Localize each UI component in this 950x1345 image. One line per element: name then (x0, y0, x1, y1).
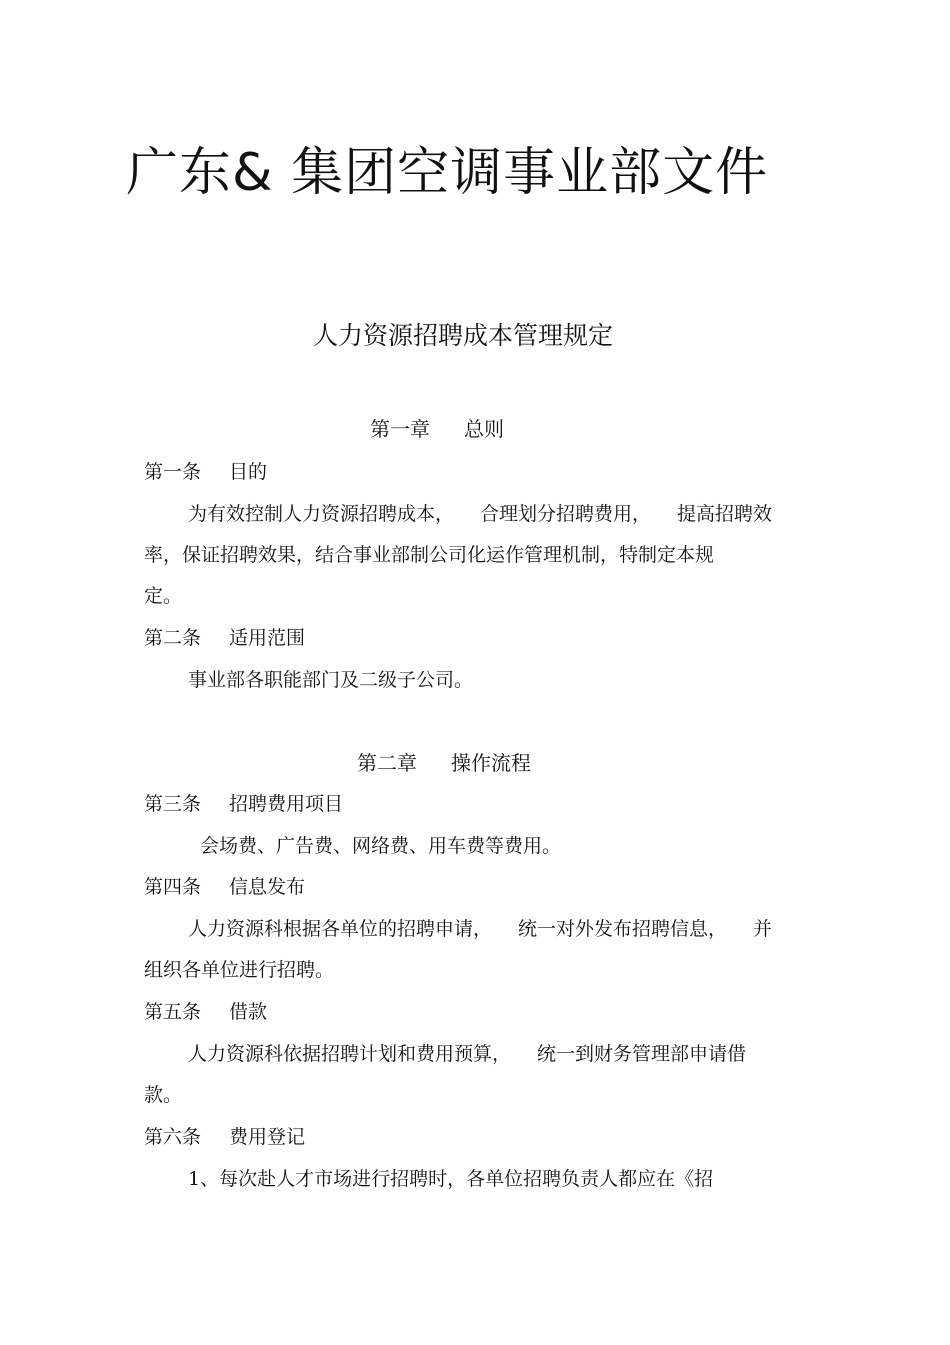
article-heading-2 (144, 623, 305, 653)
article-number: 第一条 (144, 461, 202, 483)
paragraph-line: 定。 (144, 585, 183, 607)
document-header: 广东& 集团空调事业部文件 (126, 143, 769, 203)
chapter-name: 总则 (464, 417, 504, 441)
paragraph-line: 为有效控制人力资源招聘成本， 合理划分招聘费用， 提高招聘效 (188, 503, 773, 525)
paragraph-line: 人力资源科依据招聘计划和费用预算， 统一到财务管理部申请借 (188, 1043, 747, 1065)
article-number: 第四条 (144, 876, 202, 898)
article-heading-4 (144, 872, 305, 902)
paragraph-purpose (144, 494, 809, 617)
paragraph-line: 组织各单位进行招聘。 (144, 959, 335, 981)
chapter-heading-1 (0, 414, 912, 444)
document-title: 人力资源招聘成本管理规定 (312, 321, 613, 350)
article-heading-6 (144, 1122, 305, 1152)
chapter-heading-2 (0, 748, 919, 778)
paragraph-cost-items (144, 826, 809, 867)
article-name: 适用范围 (229, 627, 306, 649)
chapter-number: 第一章 (370, 417, 430, 441)
paragraph-cost-registration (144, 1159, 809, 1200)
article-name: 信息发布 (229, 876, 306, 898)
paragraph-line: 事业部各职能部门及二级子公司。 (188, 669, 474, 691)
article-heading-5 (144, 997, 267, 1027)
article-name: 目的 (229, 461, 268, 483)
article-heading-1 (144, 457, 267, 487)
paragraph-line: 会场费、广告费、网络费、用车费等费用。 (200, 835, 562, 857)
paragraph-line: 1、每次赴人才市场进行招聘时，各单位招聘负责人都应在《招 (188, 1168, 714, 1190)
article-name: 借款 (229, 1001, 268, 1023)
article-number: 第五条 (144, 1001, 202, 1023)
paragraph-loan (144, 1034, 809, 1116)
paragraph-line: 率，保证招聘效果，结合事业部制公司化运作管理机制，特制定本规 (144, 544, 715, 566)
article-number: 第二条 (144, 627, 202, 649)
article-name: 招聘费用项目 (229, 793, 344, 815)
article-heading-3 (144, 789, 343, 819)
article-number: 第六条 (144, 1126, 202, 1148)
article-name: 费用登记 (229, 1126, 306, 1148)
paragraph-line: 人力资源科根据各单位的招聘申请， 统一对外发布招聘信息， 并 (188, 918, 773, 940)
article-number: 第三条 (144, 793, 202, 815)
paragraph-line: 款。 (144, 1084, 183, 1106)
paragraph-info-release (144, 909, 809, 991)
chapter-number: 第二章 (357, 751, 417, 775)
chapter-name: 操作流程 (451, 751, 531, 775)
paragraph-scope (144, 660, 809, 701)
